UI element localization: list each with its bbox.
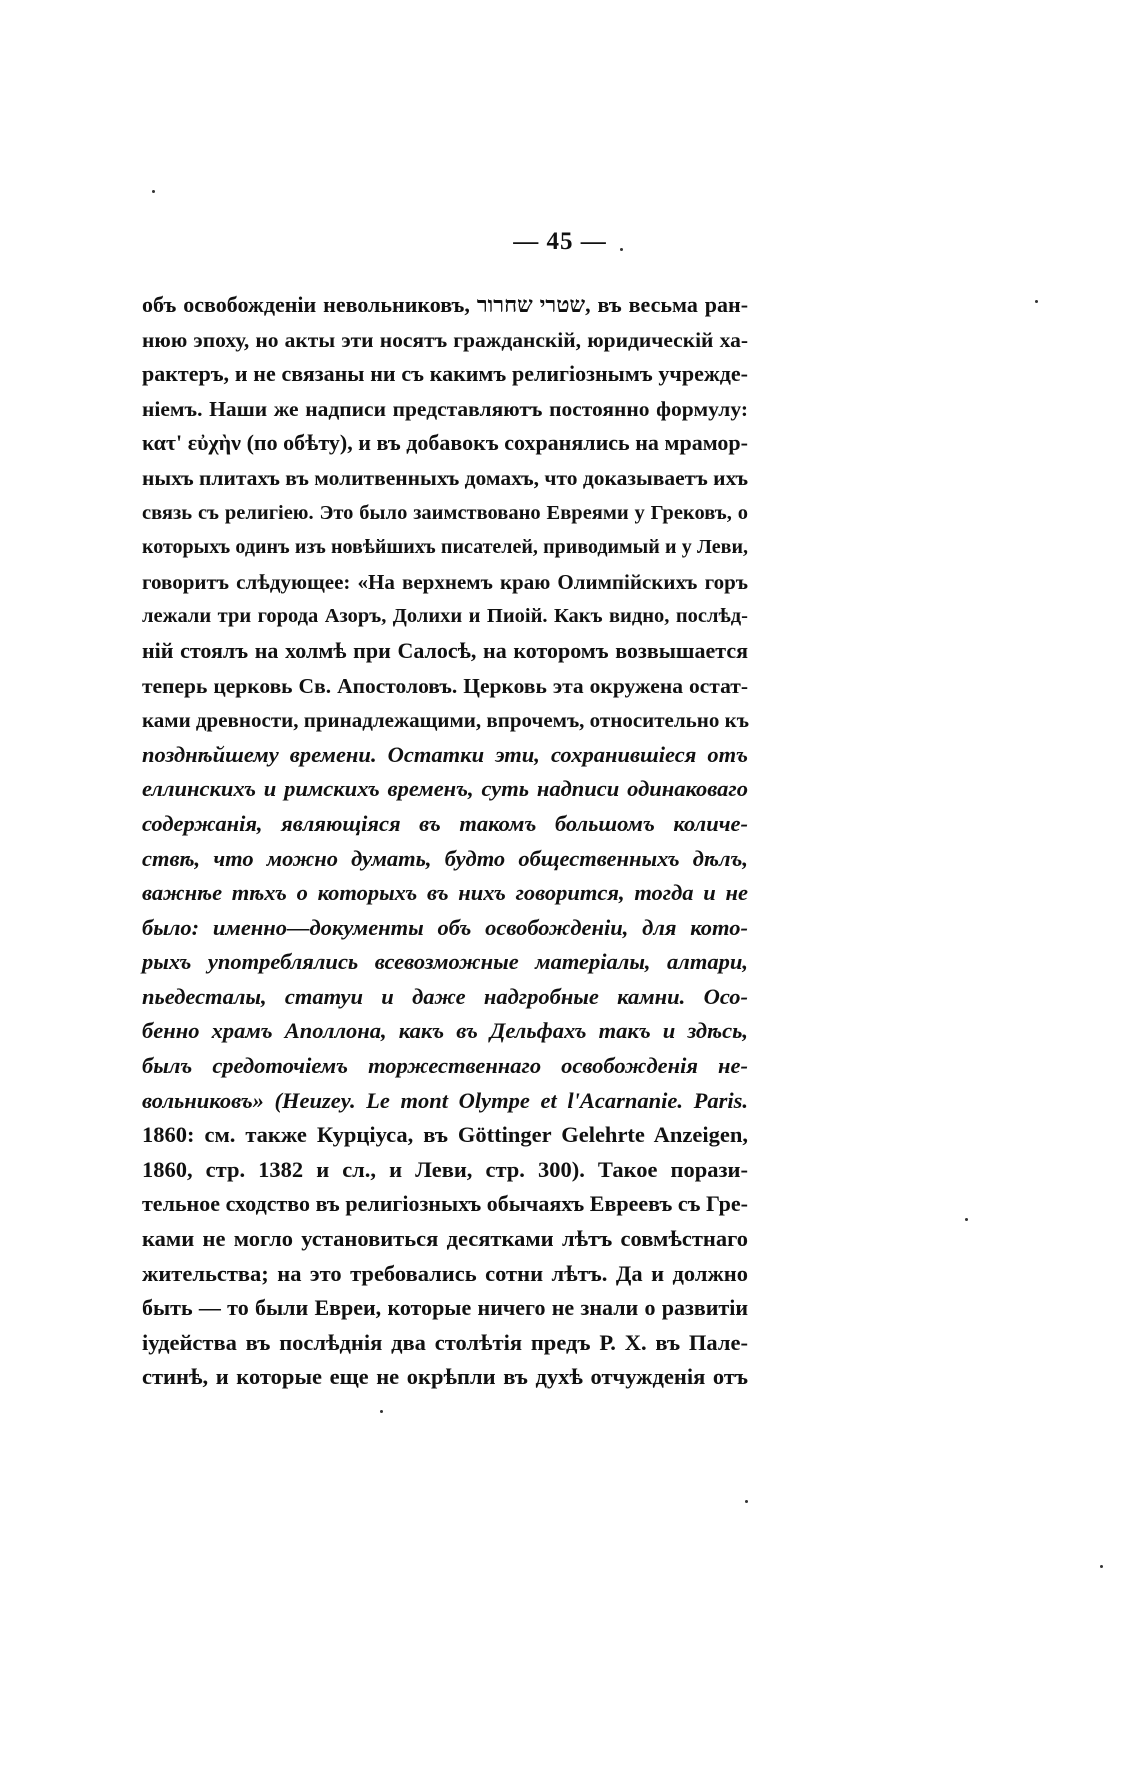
text-line: рыхъ употреблялись всевозможные матеріалы, алтари,	[142, 949, 748, 975]
text-line: ныхъ плитахъ въ молитвенныхъ домахъ, что доказываетъ ихъ	[142, 465, 748, 490]
text-line: быть — то были Евреи, которые ничего не знали о развитіи	[142, 1295, 748, 1321]
text-line: рактеръ, и не связаны ни съ какимъ религіознымъ учрежде-	[142, 361, 748, 387]
text-line: было: именно—документы объ освобожденіи, для кото-	[142, 914, 748, 940]
scan-speck	[1100, 1565, 1103, 1568]
text-line: которыхъ одинъ изъ новѣйшихъ писателей, приводимый и у Леви,	[142, 536, 748, 559]
text-line: ками не могло установиться десятками лѣтъ совмѣстнаго	[142, 1226, 748, 1252]
scan-speck	[620, 248, 623, 251]
text-line: теперь церковь Св. Апостоловъ. Церковь эта окружена остат-	[142, 673, 748, 698]
text-line: 1860, стр. 1382 и сл., и Леви, стр. 300). Такое порази-	[142, 1156, 748, 1182]
text-line: ній стоялъ на холмѣ при Салосѣ, на которомъ возвышается	[142, 637, 748, 663]
text-line: пьедесталы, статуи и даже надгробные камни. Осо-	[142, 983, 748, 1009]
scan-speck	[745, 1500, 748, 1503]
text-line: важнѣе тѣхъ о которыхъ въ нихъ говорится, тогда и не	[142, 880, 748, 906]
text-line: ствѣ, что можно думать, будто общественныхъ дѣлъ,	[142, 845, 748, 871]
scan-speck	[965, 1218, 968, 1221]
text-line: лежали три города Азоръ, Долихи и Пиоій. Какъ видно, послѣд-	[142, 605, 748, 628]
text-line: связь съ религіею. Это было заимствовано Евреями у Грековъ, о	[142, 501, 748, 524]
page-number: — 45 —	[513, 228, 607, 255]
text-line: ніемъ. Наши же надписи представляютъ постоянно формулу:	[142, 396, 748, 421]
scan-speck	[380, 1410, 383, 1413]
text-line: стинѣ, и которые еще не окрѣпли въ духѣ отчужденія отъ	[142, 1364, 748, 1390]
text-line: 1860: см. также Курціуса, въ Göttinger Gelehrte Anzeigen,	[142, 1122, 748, 1148]
text-line: вольниковъ» (Heuzey. Le mont Olympe et l'Acarnanie. Paris.	[142, 1087, 748, 1113]
text-line: объ освобожденіи невольниковъ, שטרי שחרור, въ весьма ран-	[142, 292, 749, 317]
text-line: говоритъ слѣдующее: «На верхнемъ краю Олимпійскихъ горъ	[142, 569, 748, 594]
text-line: содержанія, являющіяся въ такомъ большомъ количе-	[142, 810, 748, 836]
scan-speck	[152, 190, 155, 193]
text-line: нюю эпоху, но акты эти носятъ гражданскій, юридическій ха-	[142, 327, 748, 352]
text-line: еллинскихъ и римскихъ временъ, суть надписи одинаковаго	[142, 776, 748, 802]
text-line: κατ' εὐχὴν (по обѣту), и въ добавокъ сохранялись на мрамор-	[142, 430, 748, 456]
text-line: жительства; на это требовались сотни лѣтъ. Да и должно	[142, 1260, 748, 1286]
text-line: бенно храмъ Аполлона, какъ въ Дельфахъ такъ и здѣсь,	[142, 1018, 748, 1044]
text-line: іудейства въ послѣднія два столѣтія предъ Р. Х. въ Пале-	[142, 1329, 748, 1355]
body-text	[142, 288, 748, 1395]
text-line: ками древности, принадлежащими, впрочемъ, относительно къ	[142, 708, 749, 733]
scan-speck	[1035, 300, 1038, 303]
text-line: былъ средоточіемъ торжественнаго освобожденія не-	[142, 1053, 748, 1079]
text-line: тельное сходство въ религіозныхъ обычаяхъ Евреевъ съ Гре-	[142, 1191, 748, 1217]
text-line: позднѣйшему времени. Остатки эти, сохранившіеся отъ	[142, 741, 748, 767]
